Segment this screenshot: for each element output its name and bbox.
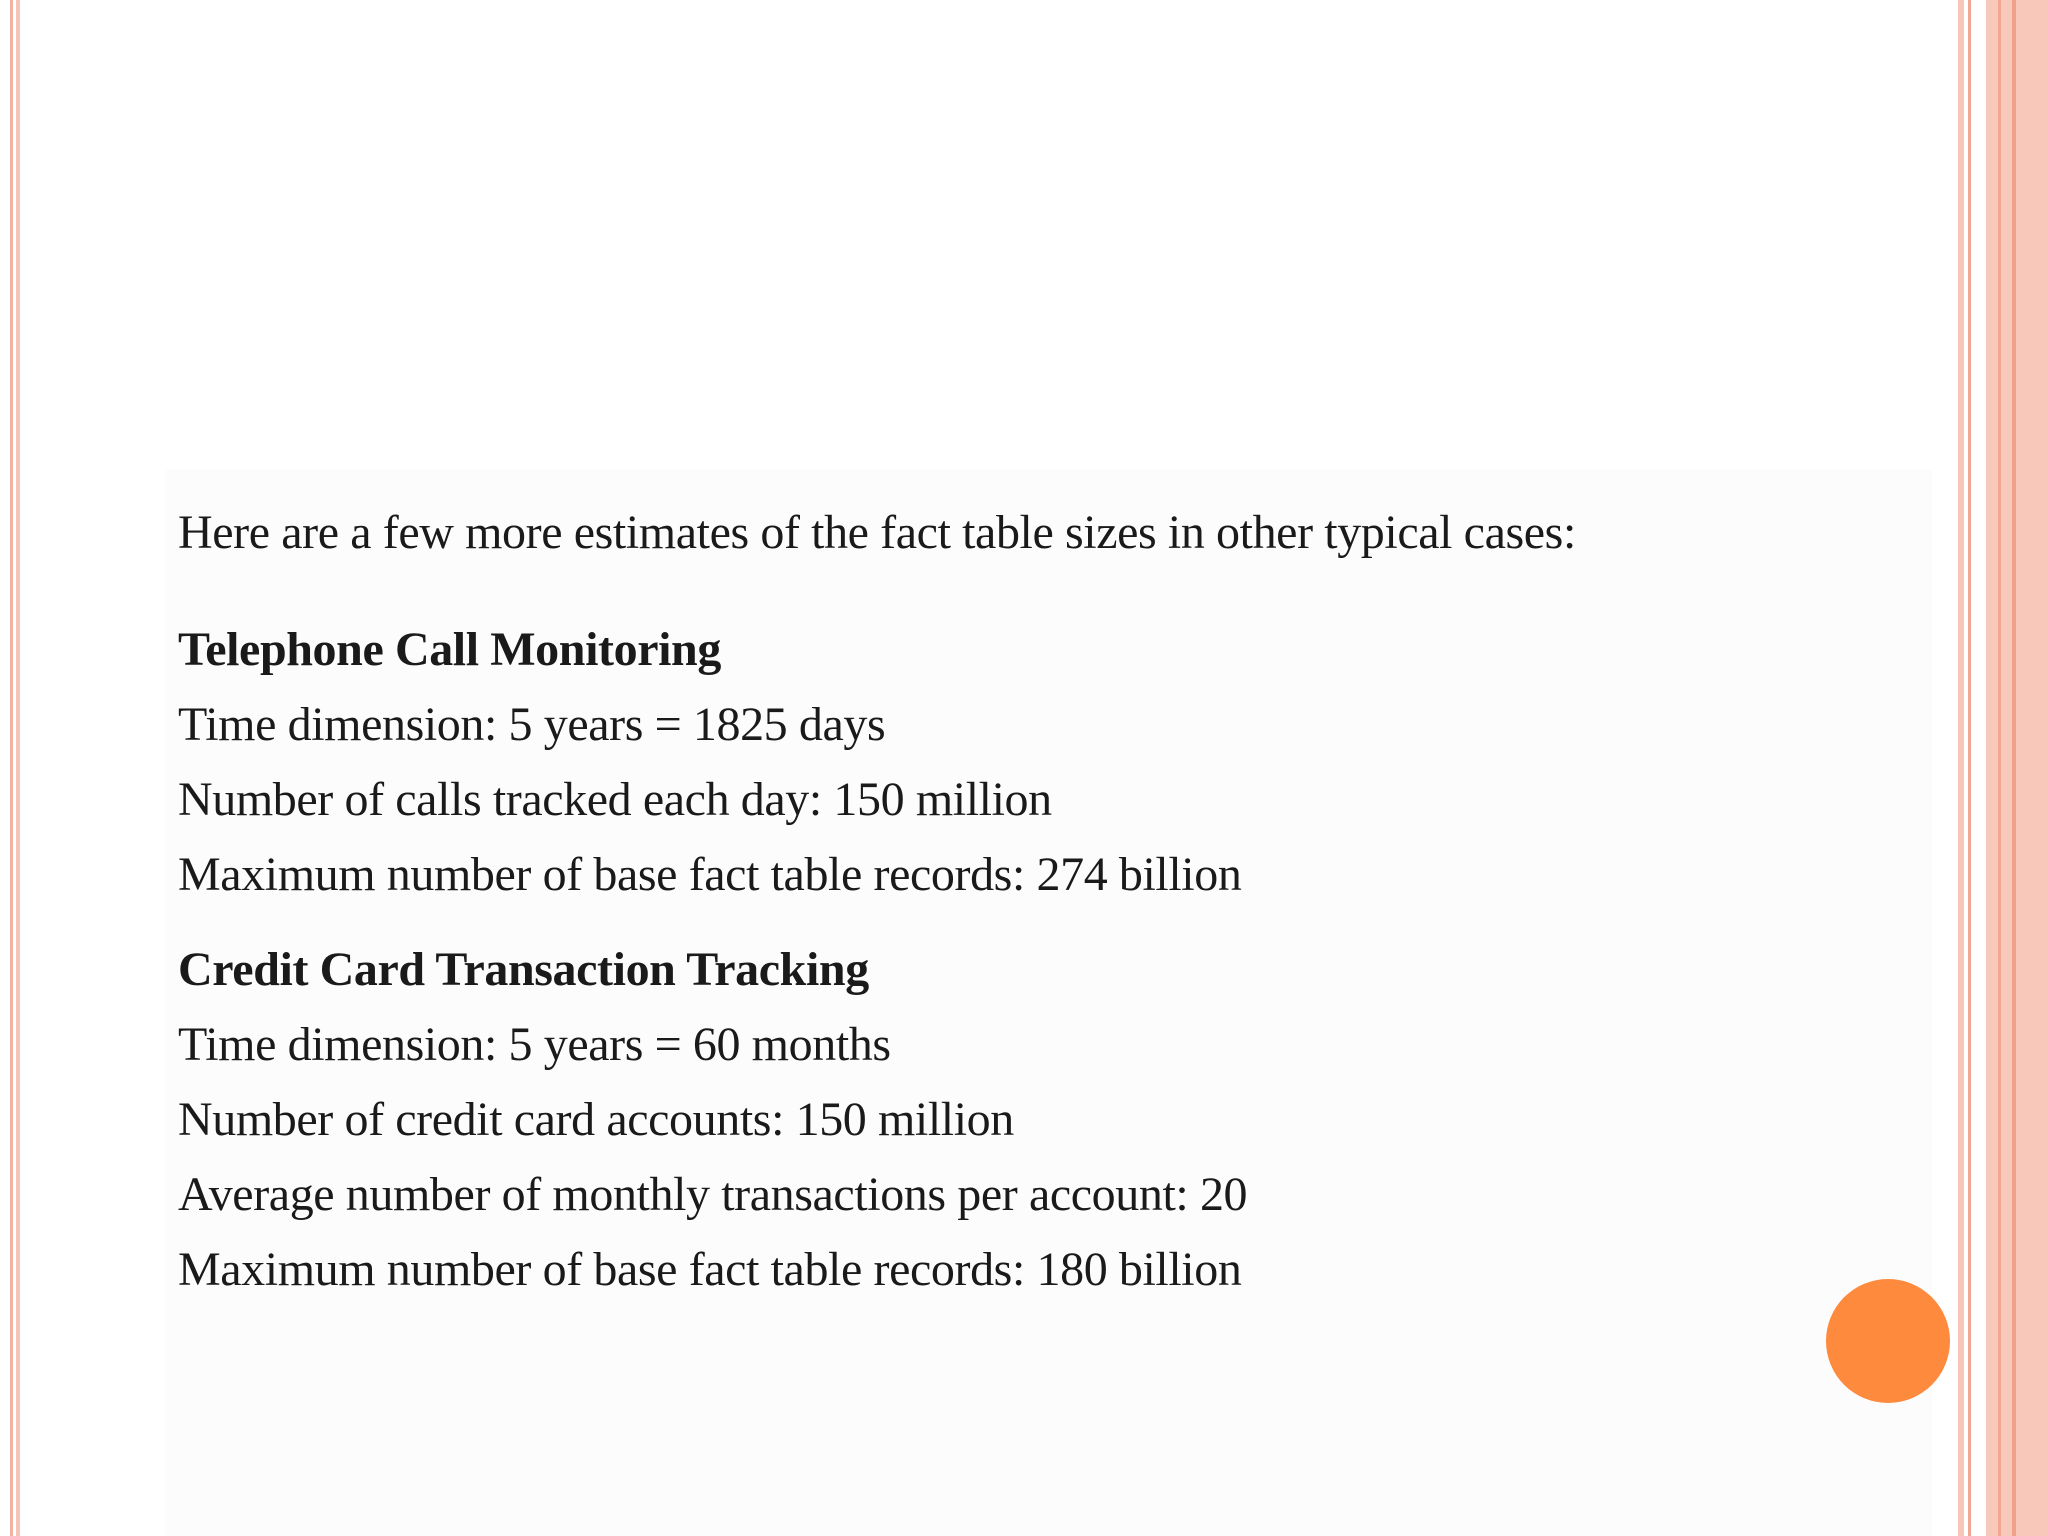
section-credit-card [178, 932, 1576, 1307]
right-border-fill [1986, 0, 2048, 1536]
left-border-line [10, 0, 13, 1536]
section-spacer [178, 912, 1576, 932]
orange-circle-decoration [1826, 1279, 1950, 1403]
section-line: Number of credit card accounts: 150 million [178, 1093, 1014, 1146]
section-line: Maximum number of base fact table records: 274 billion [178, 848, 1242, 901]
section-line: Maximum number of base fact table records: 180 billion [178, 1243, 1242, 1296]
section-line: Average number of monthly transactions per account: 20 [178, 1168, 1248, 1221]
left-border-line-inner [16, 0, 20, 1536]
section-heading: Credit Card Transaction Tracking [178, 943, 869, 996]
right-border-line [1998, 0, 2001, 1536]
section-line: Time dimension: 5 years = 1825 days [178, 698, 886, 751]
section-line: Time dimension: 5 years = 60 months [178, 1018, 891, 1071]
section-line: Number of calls tracked each day: 150 million [178, 773, 1052, 826]
section-telephone [178, 612, 1576, 912]
section-heading: Telephone Call Monitoring [178, 623, 721, 676]
right-border-line [1958, 0, 1964, 1536]
right-border-line [1968, 0, 1971, 1536]
right-border-line [2012, 0, 2016, 1536]
intro-text: Here are a few more estimates of the fact table sizes in other typical cases: [178, 506, 1576, 559]
slide-body [178, 495, 1576, 1307]
